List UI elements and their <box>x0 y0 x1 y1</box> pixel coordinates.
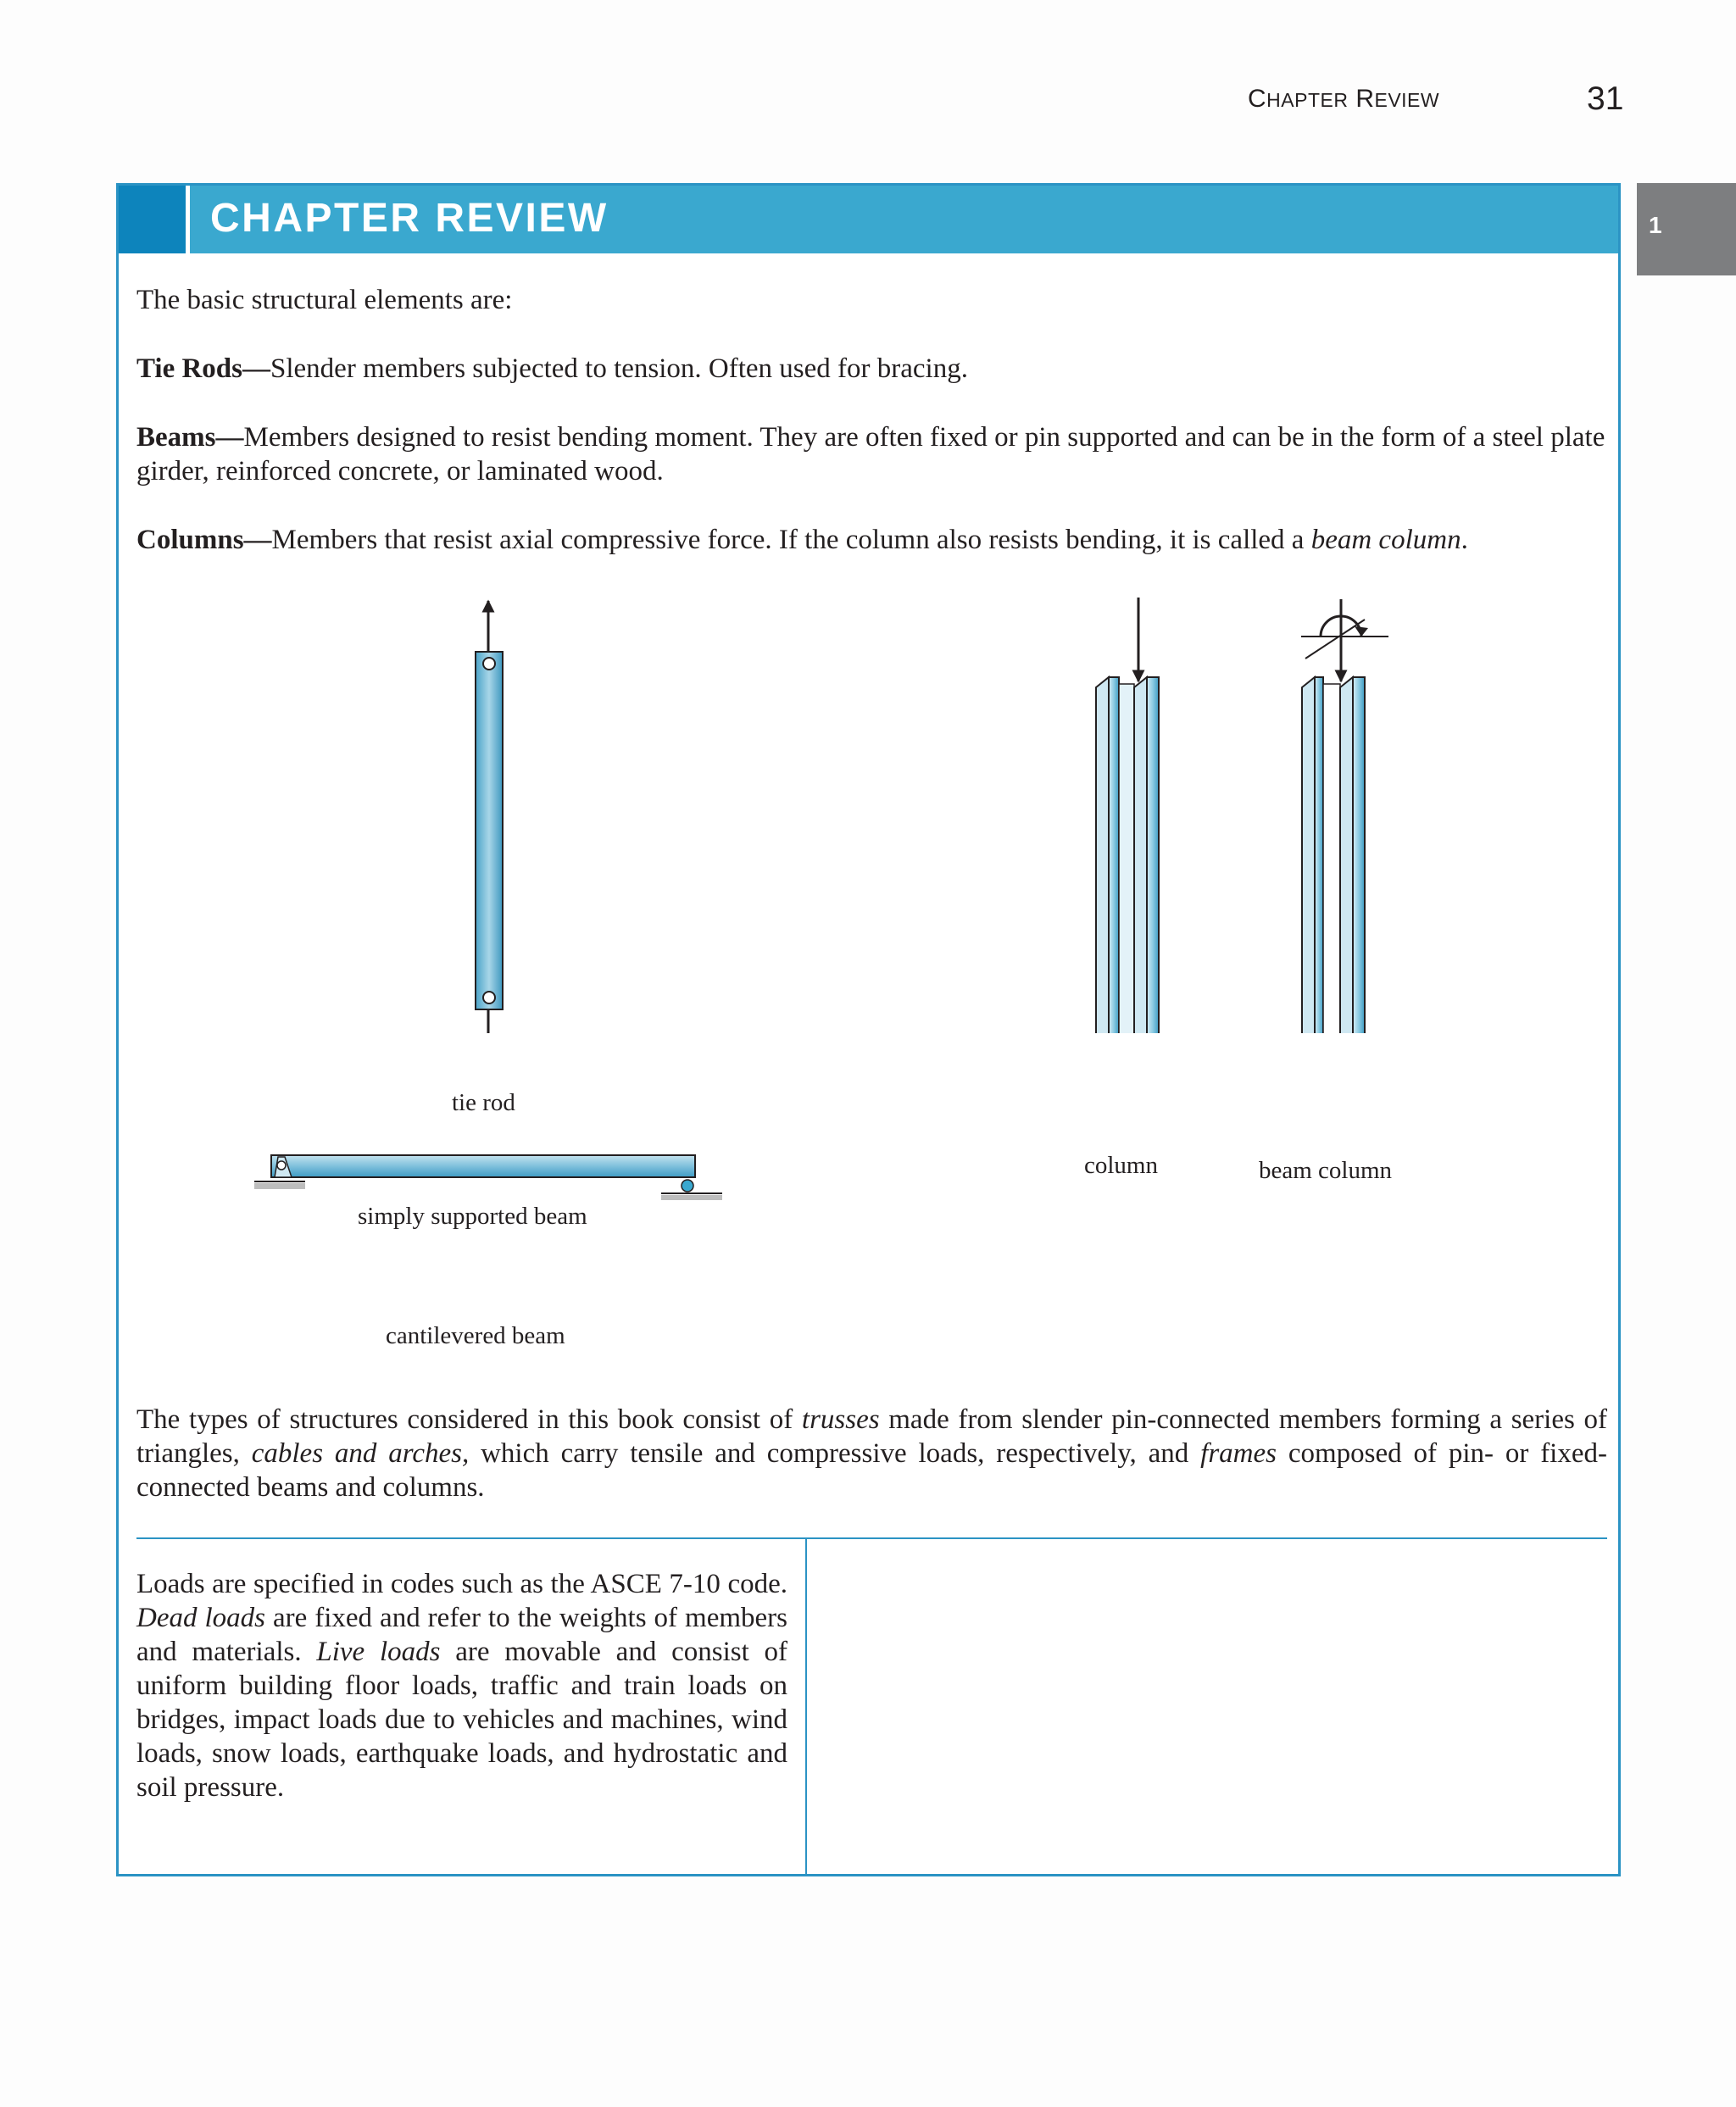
simply-supported-beam-label: simply supported beam <box>358 1203 587 1230</box>
section-divider <box>136 1537 1607 1539</box>
chapter-tab <box>1637 183 1736 275</box>
running-head: CHAPTER REVIEW <box>1248 85 1440 113</box>
column-label: column <box>1084 1152 1158 1179</box>
structures-text-4: composed of pin- or fixed-connected beams and columns. <box>136 1438 1607 1503</box>
columns-term: Columns— <box>136 525 272 555</box>
structures-paragraph <box>136 1403 1607 1504</box>
loads-text-3: are movable and consist of uniform building floor loads, traffic and train loads on bridges, impact loads due to vehicles and machines, wind loads, snow loads, earthquake loads, and hydrostatic and soil pressure. <box>136 1637 788 1803</box>
loads-text-2: are fixed and refer to the weights of members and materials. <box>136 1603 787 1667</box>
structures-text-1: The types of structures considered in this book consist of <box>136 1404 802 1435</box>
page-number: 31 <box>1587 81 1624 117</box>
chapter-tab-number: 1 <box>1649 212 1662 238</box>
tie-rods-text: Slender members subjected to tension. Often used for bracing. <box>270 353 968 384</box>
beams-text: Members designed to resist bending moment. They are often fixed or pin supported and can be in the form of a steel plate girder, reinforced concrete, or laminated wood. <box>136 422 1605 486</box>
columns-end: . <box>1461 525 1468 555</box>
frames-term: frames <box>1200 1438 1277 1469</box>
intro-text: The basic structural elements are: <box>136 285 513 315</box>
dead-loads-term: Dead loads <box>136 1603 265 1633</box>
column-divider <box>805 1539 807 1876</box>
structures-text-3: which carry tensile and compressive loads, respectively, and <box>469 1438 1201 1469</box>
tie-rods-term: Tie Rods— <box>136 353 271 384</box>
beams-term: Beams— <box>136 422 244 453</box>
columns-text: Members that resist axial compressive force. If the column also resists bending, it is called a <box>271 525 1311 555</box>
structures-text-2: made from slender pin-connected members forming a series of triangles, <box>136 1404 1607 1469</box>
simply-supported-beam-diagram <box>254 1155 722 1200</box>
cantilevered-beam-label: cantilevered beam <box>386 1322 565 1349</box>
beam-column-term: beam column <box>1310 525 1461 555</box>
tie-rod-label: tie rod <box>452 1089 515 1116</box>
live-loads-term: Live loads <box>316 1637 441 1667</box>
chapter-review-box <box>116 183 1621 1876</box>
beam-figure <box>119 186 1618 1203</box>
review-title: CHAPTER REVIEW <box>210 196 609 241</box>
beam-column-label: beam column <box>1259 1157 1393 1184</box>
cables-arches-term: cables and arches, <box>251 1438 470 1469</box>
loads-paragraph <box>136 1567 787 1804</box>
loads-text-1: Loads are specified in codes such as the ASCE 7-10 code. <box>136 1569 787 1599</box>
trusses-term: trusses <box>801 1404 880 1435</box>
